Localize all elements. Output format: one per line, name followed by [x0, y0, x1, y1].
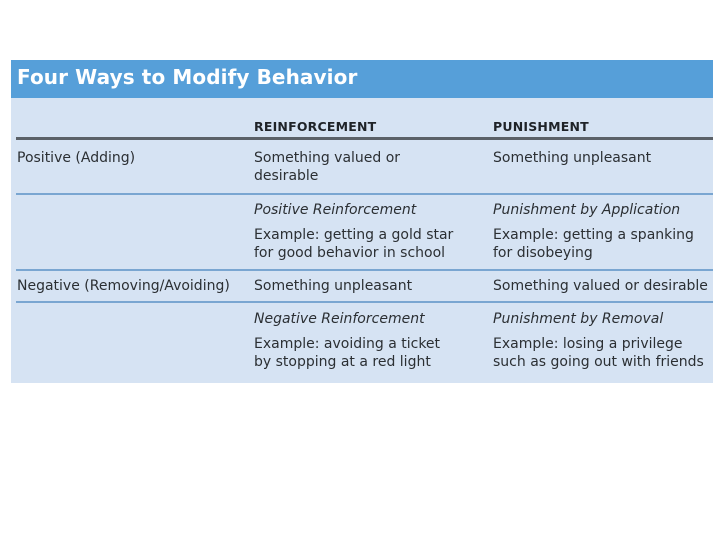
cell-line: Something unpleasant	[254, 278, 413, 294]
punishment-by-application-block	[493, 201, 694, 262]
term-negative-reinforcement: Negative Reinforcement	[254, 311, 425, 327]
row-label-positive: Positive (Adding)	[17, 150, 136, 166]
example-line: for disobeying	[493, 245, 593, 261]
column-header-reinforcement: REINFORCEMENT	[254, 119, 377, 134]
cell-line: desirable	[254, 168, 319, 184]
negative-reinforcement-block	[254, 310, 440, 371]
example-line: such as going out with friends	[493, 354, 704, 370]
cell-positive-reinforcement	[254, 149, 400, 185]
example-line: by stopping at a red light	[254, 354, 431, 370]
term-punishment-by-removal: Punishment by Removal	[493, 311, 664, 327]
cell-positive-punishment	[493, 149, 651, 167]
positive-reinforcement-block	[254, 201, 453, 262]
row-separator	[16, 193, 713, 195]
example-line: Example: avoiding a ticket	[254, 336, 441, 352]
behavior-table	[11, 60, 713, 383]
row-separator	[16, 269, 713, 271]
table-title: Four Ways to Modify Behavior	[17, 65, 358, 89]
column-header-punishment: PUNISHMENT	[493, 119, 589, 134]
example-line: Example: getting a spanking	[493, 227, 694, 243]
example-line: Example: getting a gold star	[254, 227, 454, 243]
cell-line: Something valued or desirable	[493, 278, 708, 294]
term-punishment-by-application: Punishment by Application	[493, 202, 681, 218]
cell-line: Something unpleasant	[493, 150, 652, 166]
header-rule	[16, 137, 713, 140]
cell-negative-punishment	[493, 277, 708, 295]
cell-negative-reinforcement	[254, 277, 412, 295]
example-line: for good behavior in school	[254, 245, 446, 261]
punishment-by-removal-block	[493, 310, 704, 371]
term-positive-reinforcement: Positive Reinforcement	[254, 202, 417, 218]
title-bar	[11, 60, 713, 98]
example-line: Example: losing a privilege	[493, 336, 683, 352]
row-label-negative: Negative (Removing/Avoiding)	[17, 278, 230, 294]
cell-line: Something valued or	[254, 150, 401, 166]
row-separator	[16, 301, 713, 303]
